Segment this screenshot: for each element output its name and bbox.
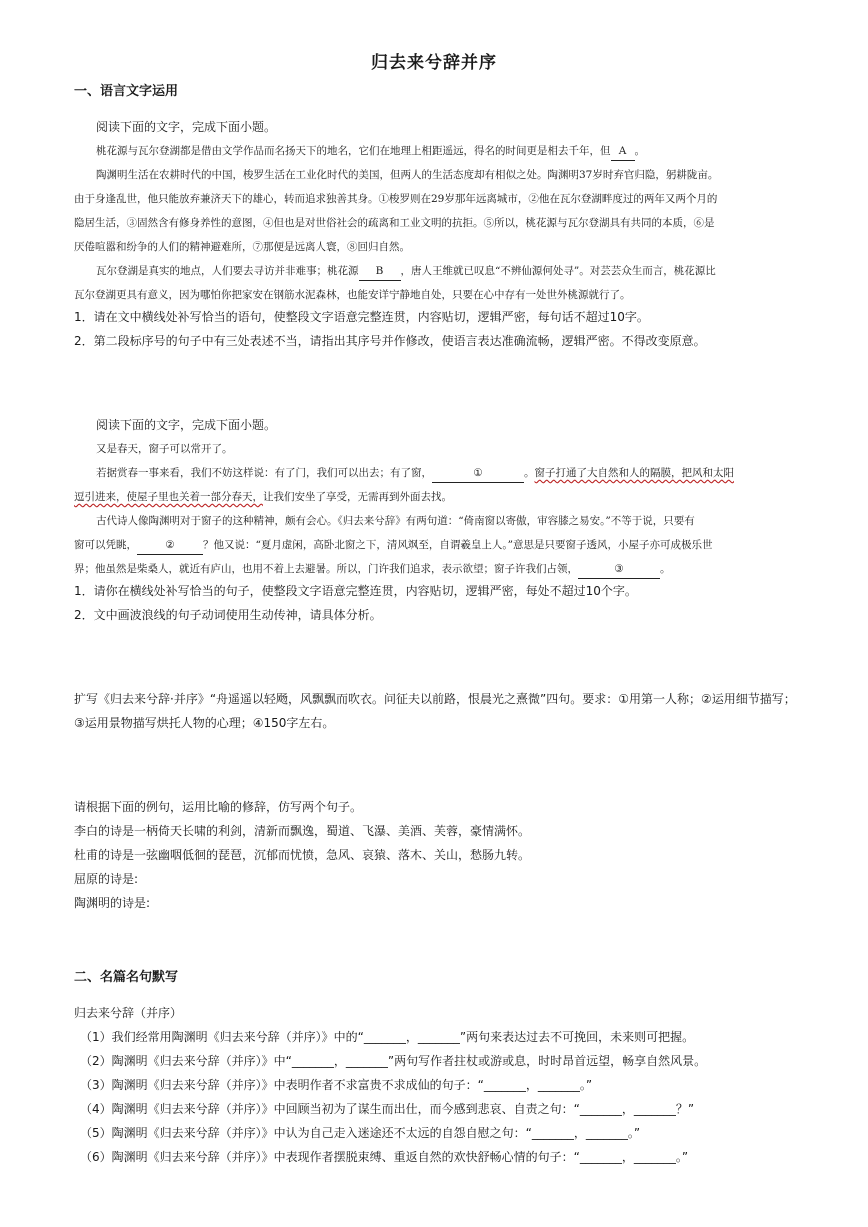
wavy-sentence-part1: 窗子打通了大自然和人的隔膜，把风和太阳 [534,467,734,479]
q1-p2-line1: 陶渊明生活在农耕时代的中国，梭罗生活在工业化时代的美国，但两人的生活态度却有相似之处。陶渊明37岁时弃官归隐，躬耕陇亩。 [96,169,719,181]
q4-line5: 陶渊明的诗是: [74,896,151,910]
blank-3: ③ [578,560,660,579]
recitation-item-3: （3）陶渊明《归去来兮辞（并序）》中表明作者不求富贵不求成仙的句子：“_______，_______。” [80,1078,593,1092]
section2-heading: 二、名篇名句默写 [74,970,179,985]
wavy-sentence-part2: 逗引进来，使屋子里也关着一部分春天， [74,491,263,503]
blank-b: B [359,262,401,281]
q3-line2: ③运用景物描写烘托人物的心理；④150字左右。 [74,716,335,730]
q2-paragraph2 [96,464,734,483]
section2-subtitle: 归去来兮辞（并序） [74,1006,183,1020]
blank-a: A [611,142,635,161]
q1-p1-text: 桃花源与瓦尔登湖都是借由文学作品而名扬天下的地名，它们在地理上相距遥远，得名的时间更是相去千年，但 [96,145,611,157]
recitation-item-4: （4）陶渊明《归去来兮辞（并序）》中回顾当初为了谋生而出仕，而今感到悲哀、自责之句：“_______，_______？” [80,1102,695,1116]
q1-p2-line4: 厌倦喧嚣和纷争的人们的精神避难所，⑦那便是远离人寰，⑧回归自然。 [74,241,410,253]
page-title: 归去来兮辞并序 [371,53,497,73]
q2-intro: 阅读下面的文字，完成下面小题。 [96,418,277,432]
q2-p3-text: 窗可以凭眺， [74,539,137,551]
q2-p2-text: 若据赏春一事来看，我们不妨这样说：有了门，我们可以出去；有了窗， [96,467,432,479]
q2-p3-line1: 古代诗人像陶渊明对于窗子的这种精神，颇有会心。《归去来兮辞》有两句道：“倚南窗以寄傲，审容膝之易安。”不等于说，只要有 [96,515,695,527]
q4-line4: 屈原的诗是: [74,872,139,886]
recitation-item-6: （6）陶渊明《归去来兮辞（并序）》中表现作者摆脱束缚、重返自然的欢快舒畅心情的句子：“_______，_______。” [80,1150,689,1164]
recitation-item-1: （1）我们经常用陶渊明《归去来兮辞（并序）》中的“_______，_______”两句来表达过去不可挽回，未来则可把握。 [80,1030,695,1044]
q4-line2: 李白的诗是一柄倚天长啸的利剑，清新而飘逸，蜀道、飞瀑、美酒、芙蓉，豪情满怀。 [74,824,531,838]
q1-paragraph1 [96,142,645,161]
q2-p2-text2: 让我们安坐了享受，无需再到外面去找。 [263,491,452,503]
q1-intro: 阅读下面的文字，完成下面小题。 [96,120,277,134]
q4-line3: 杜甫的诗是一弦幽咽低徊的琵琶，沉郁而忧愤，急风、哀猿、落木、关山，愁肠九转。 [74,848,531,862]
q2-p2-line2 [74,488,452,506]
q1-p3-text: 瓦尔登湖是真实的地点，人们要去寻访并非难事；桃花源 [96,265,359,277]
q2-p3-end: 。 [660,563,671,575]
blank-2: ② [137,536,203,555]
q1-question-1: 1．请在文中横线处补写恰当的语句，使整段文字语意完整连贯，内容贴切，逻辑严密，每句话不超过10字。 [74,310,649,324]
q2-question-1: 1．请你在横线处补写恰当的句子，使整段文字语意完整连贯，内容贴切，逻辑严密，每处不超过10个字。 [74,584,637,598]
q2-p3-line2 [74,536,712,555]
q2-p3-text2: ？他又说：“夏月虚闲，高卧北窗之下，清风飒至，自谓羲皇上人。”意思是只要窗子透风，小屋子亦可成极乐世 [203,539,713,551]
q4-line1: 请根据下面的例句，运用比喻的修辞，仿写两个句子。 [74,800,363,814]
q2-p1: 又是春天，窗子可以常开了。 [96,443,233,455]
q2-p2-end: 。 [524,467,535,479]
blank-1: ① [432,464,524,483]
section1-heading: 一、语言文字运用 [74,84,179,99]
q2-p3-line3 [74,560,671,579]
recitation-item-5: （5）陶渊明《归去来兮辞（并序）》中认为自己走入迷途还不太远的自怨自慰之句：“_______，_______。” [80,1126,641,1140]
q1-paragraph3 [96,262,716,281]
q1-p3-line2: 瓦尔登湖更具有意义，因为哪怕你把家安在钢筋水泥森林，也能安详宁静地自处，只要在心中存有一处世外桃源就行了。 [74,289,631,301]
q1-question-2: 2．第二段标序号的句子中有三处表述不当，请指出其序号并作修改，使语言表达准确流畅，逻辑严密。不得改变原意。 [74,334,706,348]
q1-p3-text2: ，唐人王维就已叹息“不辨仙源何处寻”。对芸芸众生而言，桃花源比 [400,265,716,277]
recitation-item-2: （2）陶渊明《归去来兮辞（并序）》中“_______，_______”两句写作者拄杖或游或息，时时昂首远望，畅享自然风景。 [80,1054,707,1068]
q1-p1-end: 。 [634,145,645,157]
q1-p2-line3: 隐居生活，③固然含有修身养性的意图，④但也是对世俗社会的疏离和工业文明的抗拒。⑤所以，桃花源与瓦尔登湖具有共同的本质，⑥是 [74,217,715,229]
q2-p3-text3: 界；他虽然是柴桑人，就近有庐山，也用不着上去避暑。所以，门许我们追求，表示欲望；窗子许我们占领， [74,563,578,575]
q2-question-2: 2．文中画波浪线的句子动词使用生动传神，请具体分析。 [74,608,382,622]
q3-line1: 扩写《归去来兮辞·并序》“舟遥遥以轻飏，风飘飘而吹衣。问征夫以前路，恨晨光之熹微”四句。要求：①用第一人称；②运用细节描写； [74,692,796,706]
q1-p2-line2: 由于身逢乱世，他只能放弃兼济天下的雄心，转而追求独善其身。①梭罗则在29岁那年远离城市，②他在瓦尔登湖畔度过的两年又两个月的 [74,193,718,205]
